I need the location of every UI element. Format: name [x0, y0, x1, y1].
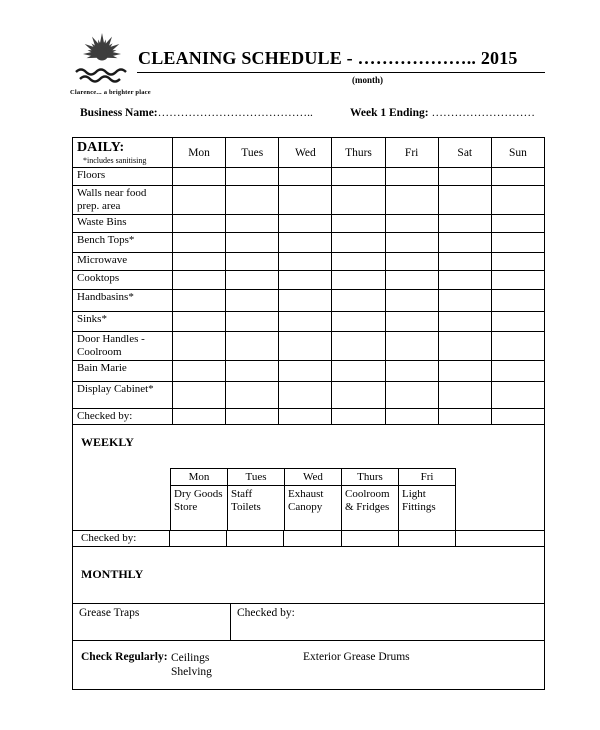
- weekly-checked-cells: [169, 531, 456, 546]
- daily-cell: [279, 381, 332, 408]
- day-header-sat: Sat: [438, 138, 491, 168]
- day-header-wed: Wed: [279, 138, 332, 168]
- daily-cell: [438, 331, 491, 360]
- daily-cell: [491, 360, 544, 381]
- business-name-blank: …………………………………..: [157, 107, 313, 119]
- daily-cell: [173, 360, 226, 381]
- weekly-checked-cell: [398, 531, 456, 546]
- daily-cell: [226, 232, 279, 252]
- task-label: Door Handles - Coolroom: [73, 331, 173, 360]
- grease-traps-label: Grease Traps: [73, 604, 231, 640]
- daily-cell: [332, 214, 385, 232]
- weekly-checked-cell: [169, 531, 226, 546]
- task-label: Bench Tops*: [73, 232, 173, 252]
- weekly-title: WEEKLY: [81, 434, 134, 449]
- daily-cell: [279, 186, 332, 215]
- day-header-sun: Sun: [491, 138, 544, 168]
- business-name-field: [80, 107, 313, 119]
- daily-cell: [438, 311, 491, 331]
- daily-task-row: [73, 214, 545, 232]
- daily-cell: [385, 408, 438, 424]
- check-regularly-label: Check Regularly:: [81, 650, 168, 663]
- daily-cell: [279, 289, 332, 311]
- task-label: Display Cabinet*: [73, 381, 173, 408]
- daily-cell: [332, 270, 385, 289]
- daily-checked-row: [73, 408, 545, 424]
- daily-task-row: [73, 186, 545, 215]
- daily-cell: [385, 360, 438, 381]
- daily-cell: [279, 252, 332, 270]
- daily-cell: [173, 252, 226, 270]
- weekly-day-fri: Fri: [399, 468, 456, 485]
- monthly-section-header: [72, 547, 545, 604]
- daily-cell: [491, 168, 544, 186]
- daily-cell: [226, 214, 279, 232]
- daily-task-row: [73, 168, 545, 186]
- daily-cell: [491, 289, 544, 311]
- daily-cell: [226, 311, 279, 331]
- daily-task-row: [73, 232, 545, 252]
- weekly-day-thurs: Thurs: [342, 468, 399, 485]
- weekly-header-row: [171, 468, 456, 485]
- daily-cell: [173, 186, 226, 215]
- daily-cell: [332, 408, 385, 424]
- daily-cell: [438, 360, 491, 381]
- daily-table: [72, 137, 545, 425]
- cleaning-schedule-form: [72, 137, 545, 690]
- daily-task-row: [73, 289, 545, 311]
- daily-cell: [173, 311, 226, 331]
- meta-row: [80, 107, 545, 119]
- daily-cell: [332, 381, 385, 408]
- task-label: Floors: [73, 168, 173, 186]
- daily-cell: [385, 214, 438, 232]
- daily-cell: [279, 360, 332, 381]
- title-rule: [137, 72, 545, 73]
- daily-cell: [491, 270, 544, 289]
- daily-cell: [491, 408, 544, 424]
- check-item: Exterior Grease Drums: [303, 650, 410, 663]
- daily-cell: [226, 168, 279, 186]
- day-header-mon: Mon: [173, 138, 226, 168]
- weekly-day-wed: Wed: [285, 468, 342, 485]
- wave-line-2: [80, 77, 120, 82]
- daily-cell: [332, 289, 385, 311]
- daily-cell: [226, 408, 279, 424]
- weekly-table: [170, 468, 456, 531]
- weekly-checked-by-label: Checked by:: [81, 531, 137, 544]
- task-label: Microwave: [73, 252, 173, 270]
- day-header-thurs: Thurs: [332, 138, 385, 168]
- daily-cell: [279, 311, 332, 331]
- daily-cell: [385, 311, 438, 331]
- daily-cell: [173, 168, 226, 186]
- daily-cell: [385, 381, 438, 408]
- daily-cell: [385, 168, 438, 186]
- daily-cell: [438, 232, 491, 252]
- wave-line-1: [76, 70, 126, 75]
- page-title: CLEANING SCHEDULE - ……………….. 2015: [138, 48, 518, 68]
- daily-cell: [385, 252, 438, 270]
- task-label: Waste Bins: [73, 214, 173, 232]
- day-header-tues: Tues: [226, 138, 279, 168]
- daily-cell: [491, 186, 544, 215]
- daily-header-row: [73, 138, 545, 168]
- check-item: Ceilings: [171, 651, 210, 664]
- daily-task-row: [73, 252, 545, 270]
- daily-task-row: [73, 270, 545, 289]
- daily-cell: [173, 270, 226, 289]
- daily-cell: [226, 186, 279, 215]
- daily-cell: [438, 289, 491, 311]
- weekly-day-tues: Tues: [228, 468, 285, 485]
- weekly-task-row: [171, 485, 456, 530]
- check-regularly-row: [72, 641, 545, 690]
- weekly-task: Staff Toilets: [228, 485, 285, 530]
- daily-cell: [491, 214, 544, 232]
- month-note: (month): [352, 75, 383, 85]
- daily-cell: [385, 289, 438, 311]
- week-ending-label: Week 1 Ending:: [350, 107, 429, 119]
- weekly-checked-cell: [283, 531, 340, 546]
- daily-cell: [438, 381, 491, 408]
- daily-cell: [491, 252, 544, 270]
- daily-cell: [438, 270, 491, 289]
- daily-title: DAILY:: [77, 140, 125, 155]
- weekly-checked-cell: [226, 531, 283, 546]
- daily-cell: [279, 168, 332, 186]
- business-name-label: Business Name:: [80, 107, 158, 119]
- daily-cell: [226, 270, 279, 289]
- weekly-task: Light Fittings: [399, 485, 456, 530]
- daily-task-row: [73, 331, 545, 360]
- task-label: Sinks*: [73, 311, 173, 331]
- daily-cell: [173, 331, 226, 360]
- grease-traps-row: [72, 604, 545, 641]
- daily-checked-by-label: Checked by:: [73, 408, 173, 424]
- week-ending-field: [350, 107, 535, 119]
- weekly-table-area: [72, 468, 545, 530]
- daily-cell: [279, 331, 332, 360]
- daily-cell: [226, 289, 279, 311]
- weekly-task: Dry Goods Store: [171, 485, 228, 530]
- week-ending-blank: ………………………: [431, 107, 535, 119]
- daily-cell: [332, 168, 385, 186]
- daily-cell: [279, 408, 332, 424]
- daily-cell: [332, 186, 385, 215]
- daily-cell: [332, 360, 385, 381]
- task-label: Bain Marie: [73, 360, 173, 381]
- monthly-title: MONTHLY: [81, 566, 144, 581]
- daily-cell: [438, 408, 491, 424]
- daily-task-row: [73, 381, 545, 408]
- daily-cell: [385, 331, 438, 360]
- daily-cell: [226, 360, 279, 381]
- check-regularly-items: [171, 651, 212, 680]
- daily-cell: [332, 331, 385, 360]
- daily-cell: [385, 186, 438, 215]
- daily-cell: [491, 331, 544, 360]
- daily-cell: [491, 381, 544, 408]
- daily-subtitle: *includes sanitising: [83, 156, 147, 165]
- logo-tagline: Clarence... a brighter place: [70, 89, 151, 96]
- daily-cell: [226, 252, 279, 270]
- daily-cell: [491, 311, 544, 331]
- weekly-section-header: [72, 425, 545, 468]
- sun-waves-logo-icon: [68, 30, 138, 86]
- daily-cell: [173, 381, 226, 408]
- weekly-task: Exhaust Canopy: [285, 485, 342, 530]
- daily-task-row: [73, 311, 545, 331]
- weekly-task: Coolroom & Fridges: [342, 485, 399, 530]
- monthly-checked-by-label: Checked by:: [237, 606, 295, 619]
- daily-cell: [438, 214, 491, 232]
- daily-cell: [279, 270, 332, 289]
- weekly-checked-cell: [341, 531, 398, 546]
- weekly-checked-row: [72, 530, 545, 547]
- task-label: Handbasins*: [73, 289, 173, 311]
- daily-cell: [173, 408, 226, 424]
- daily-cell: [226, 331, 279, 360]
- daily-cell: [332, 311, 385, 331]
- daily-cell: [279, 214, 332, 232]
- daily-cell: [332, 252, 385, 270]
- daily-cell: [173, 232, 226, 252]
- daily-task-row: [73, 360, 545, 381]
- daily-cell: [332, 232, 385, 252]
- weekly-day-mon: Mon: [171, 468, 228, 485]
- daily-cell: [491, 232, 544, 252]
- daily-cell: [385, 232, 438, 252]
- daily-cell: [438, 186, 491, 215]
- daily-cell: [173, 214, 226, 232]
- daily-cell: [173, 289, 226, 311]
- daily-cell: [438, 168, 491, 186]
- daily-cell: [226, 381, 279, 408]
- daily-cell: [438, 252, 491, 270]
- check-item: Shelving: [171, 666, 212, 679]
- task-label: Cooktops: [73, 270, 173, 289]
- daily-cell: [385, 270, 438, 289]
- daily-header-cell: [73, 138, 173, 168]
- day-header-fri: Fri: [385, 138, 438, 168]
- task-label: Walls near food prep. area: [73, 186, 173, 215]
- daily-cell: [279, 232, 332, 252]
